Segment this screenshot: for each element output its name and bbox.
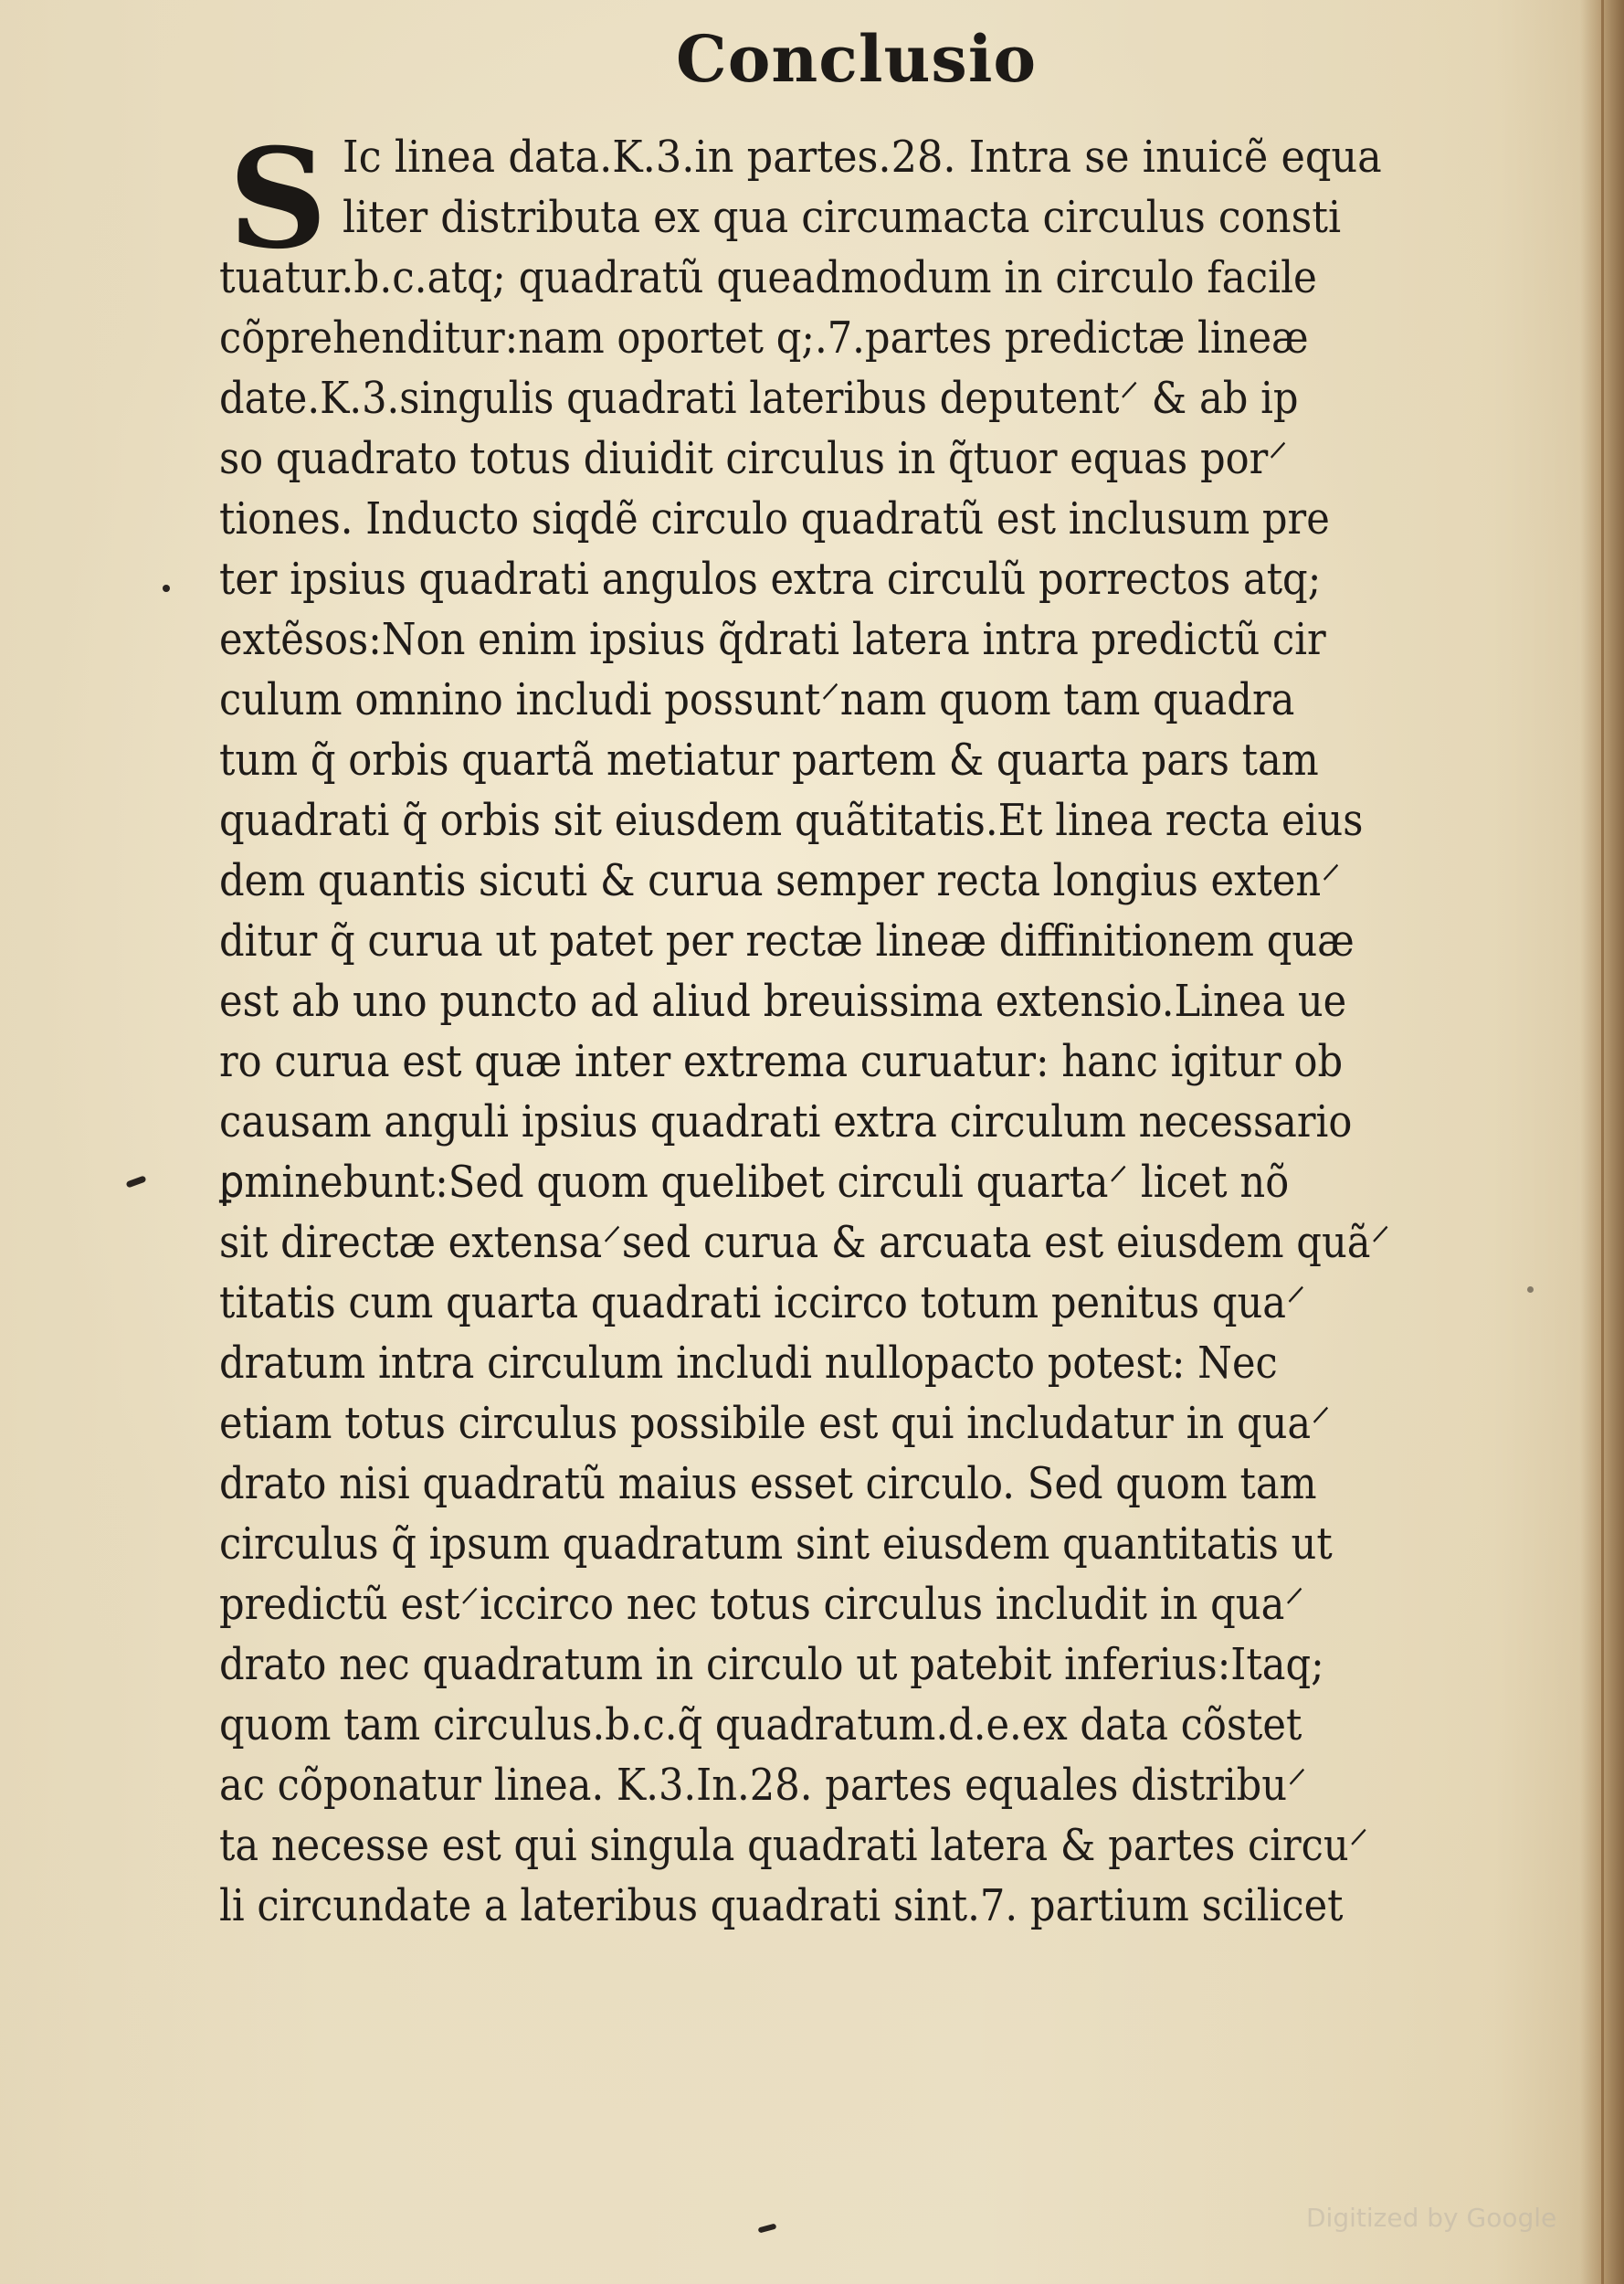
text-line: ditur q̃ curua ut patet per rectæ lineæ diffinitionem quæ bbox=[219, 915, 1355, 967]
text-line: circulus q̃ ipsum quadratum sint eiusdem quantitatis ut bbox=[219, 1518, 1333, 1570]
text-line: etiam totus circulus possibile est qui includatur in qua⸍ bbox=[219, 1398, 1331, 1449]
text-line: est ab uno puncto ad aliud breuissima extensio.Linea ue bbox=[219, 976, 1347, 1027]
text-line: tiones. Inducto siqdẽ circulo quadratũ est inclusum pre bbox=[219, 493, 1330, 545]
text-line: extẽsos:Non enim ipsius q̃drati latera intra predictũ cir bbox=[219, 614, 1326, 665]
text-line: liter distributa ex qua circumacta circulus consti bbox=[343, 192, 1342, 243]
text-line: ro curua est quæ inter extrema curuatur: hanc igitur ob bbox=[219, 1036, 1344, 1087]
text-line: drato nisi quadratũ maius esset circulo. Sed quom tam bbox=[219, 1458, 1317, 1509]
text-line: tum q̃ orbis quartã metiatur partem & quarta pars tam bbox=[219, 735, 1319, 786]
text-line: dem quantis sicuti & curua semper recta longius exten⸍ bbox=[219, 855, 1341, 906]
text-line: ꝑminebunt:Sed quom quelibet circuli quarta⸍ licet nõ bbox=[219, 1157, 1290, 1208]
text-line: tuatur.b.c.atq; quadratũ queadmodum in circulo facile bbox=[219, 252, 1317, 303]
ink-speck bbox=[758, 2224, 777, 2234]
text-line: predictũ est⸍iccirco nec totus circulus includit in qua⸍ bbox=[219, 1579, 1304, 1630]
ink-speck bbox=[163, 585, 170, 592]
text-line: ac cõponatur linea. K.3.In.28. partes equales distribu⸍ bbox=[219, 1760, 1307, 1811]
text-line: Ic linea data.K.3.in partes.28. Intra se inuicẽ equa bbox=[343, 132, 1382, 183]
text-line: titatis cum quarta quadrati iccirco totum penitus qua⸍ bbox=[219, 1277, 1306, 1328]
text-line: li circundate a lateribus quadrati sint.7. partium scilicet bbox=[219, 1880, 1344, 1931]
ink-speck bbox=[125, 1175, 146, 1188]
body-text bbox=[219, 119, 1448, 1955]
text-line: culum omnino includi possunt⸍nam quom tam quadra bbox=[219, 674, 1295, 725]
page-heading: Conclusio bbox=[676, 21, 1038, 97]
text-line: so quadrato totus diuidit circulus in q̃tuor equas por⸍ bbox=[219, 433, 1288, 484]
text-line: ta necesse est qui singula quadrati latera & partes circu⸍ bbox=[219, 1820, 1369, 1871]
text-line: cõprehenditur:nam oportet q;.7.partes predictæ lineæ bbox=[219, 312, 1309, 364]
text-line: sit directæ extensa⸍sed curua & arcuata est eiusdem quã⸍ bbox=[219, 1217, 1391, 1268]
text-line: quom tam circulus.b.c.q̃ quadratum.d.e.ex data cõstet bbox=[219, 1699, 1302, 1750]
digitized-watermark: Digitized by Google bbox=[1306, 2203, 1557, 2233]
ink-speck bbox=[1527, 1286, 1534, 1293]
text-line: causam anguli ipsius quadrati extra circulum necessario bbox=[219, 1096, 1353, 1147]
text-line: drato nec quadratum in circulo ut patebit inferius:Itaq; bbox=[219, 1639, 1324, 1690]
text-line: quadrati q̃ orbis sit eiusdem quãtitatis.Et linea recta eius bbox=[219, 795, 1364, 846]
page-edge-line bbox=[1601, 0, 1604, 2284]
text-line: dratum intra circulum includi nullopacto potest: Nec bbox=[219, 1338, 1278, 1389]
drop-cap-letter: S bbox=[228, 119, 328, 280]
text-line: date.K.3.singulis quadrati lateribus deputent⸍ & ab ip bbox=[219, 373, 1299, 424]
text-line: ter ipsius quadrati angulos extra circulũ porrectos atq; bbox=[219, 554, 1322, 605]
